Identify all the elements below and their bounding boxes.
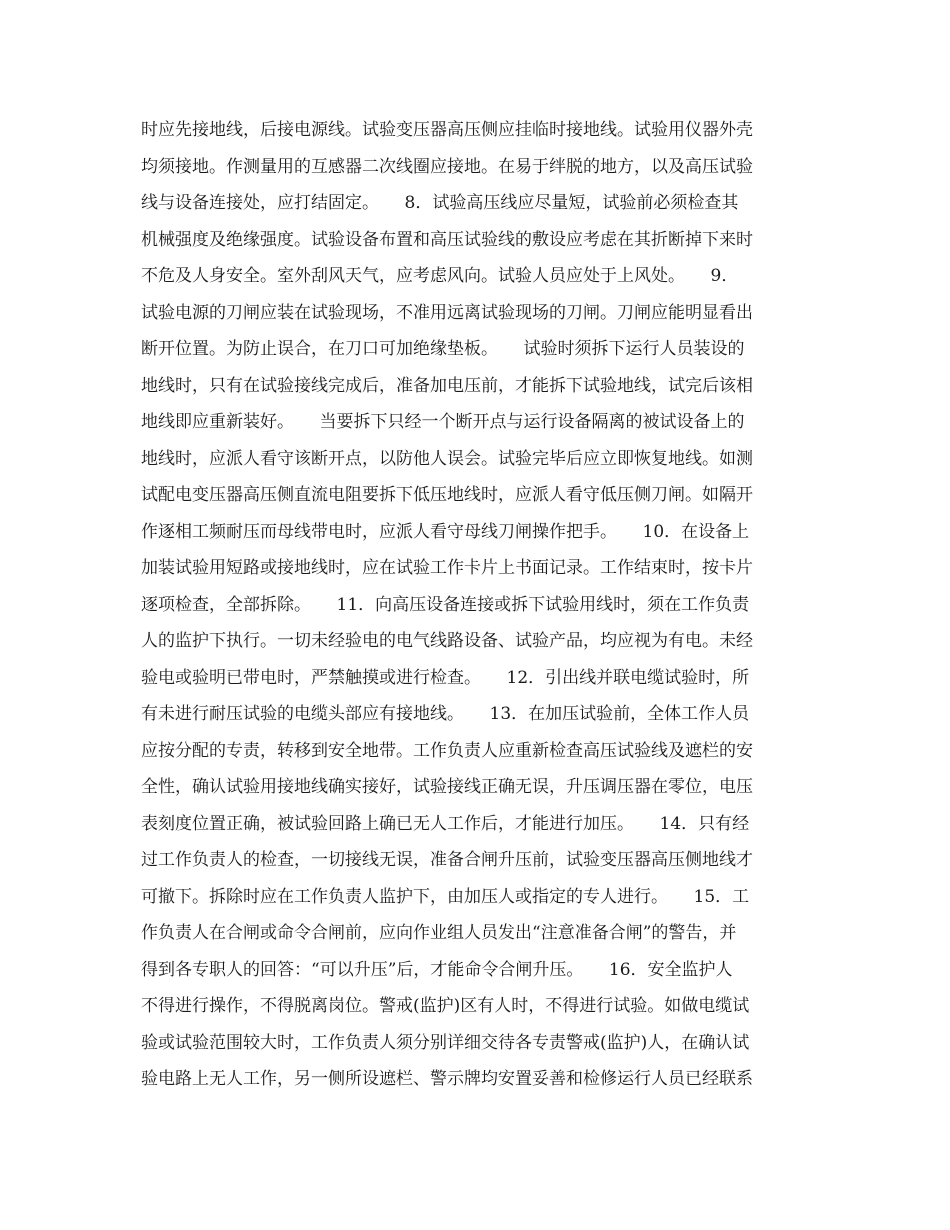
text-line: 逐项检查，全部拆除。 11．向高压设备连接或拆下试验用线时，须在工作负责 xyxy=(141,594,750,615)
text-line: 均须接地。作测量用的互感器二次线圈应接地。在易于绊脱的地方，以及高压试验 xyxy=(141,156,753,177)
text-line: 得到各专职人的回答：“可以升压”后，才能命令合闸升压。 16．安全监护人 xyxy=(141,959,733,980)
text-line: 加装试验用短路或接地线时，应在试验工作卡片上书面记录。工作结束时，按卡片 xyxy=(141,558,753,578)
text-line: 验电或验明已带电时，严禁触摸或进行检查。 12．引出线并联电缆试验时，所 xyxy=(141,667,750,688)
text-line: 人的监护下执行。一切未经验电的电气线路设备、试验产品，均应视为有电。未经 xyxy=(141,631,753,651)
text-line: 试验电源的刀闸应装在试验现场，不准用远离试验现场的刀闸。刀闸应能明显看出 xyxy=(141,302,753,323)
text-line: 验或试验范围较大时，工作负责人须分别详细交待各专责警戒(监护)人，在确认试 xyxy=(141,1032,750,1053)
text-line: 作负责人在合闸或命令合闸前，应向作业组人员发出“注意准备合闸”的警告，并 xyxy=(141,923,737,943)
text-line: 线与设备连接处，应打结固定。 8．试验高压线应尽量短，试验前必须检查其 xyxy=(141,193,739,213)
text-line: 全性，确认试验用接地线确实接好，试验接线正确无误，升压调压器在零位，电压 xyxy=(141,777,753,797)
body-text xyxy=(141,112,821,1098)
text-line: 应按分配的专责，转移到安全地带。工作负责人应重新检查高压试验线及遮栏的安 xyxy=(141,740,753,761)
text-line: 时应先接地线，后接电源线。试验变压器高压侧应挂临时接地线。试验用仪器外壳 xyxy=(141,120,753,140)
text-line: 地线时，只有在试验接线完成后，准备加电压前，才能拆下试验地线，试完后该相 xyxy=(141,375,753,396)
text-line: 验电路上无人工作，另一侧所设遮栏、警示牌均安置妥善和检修运行人员已经联系 xyxy=(141,1069,753,1089)
text-line: 机械强度及绝缘强度。试验设备布置和高压试验线的敷设应考虑在其折断掉下来时 xyxy=(141,229,753,250)
text-line: 表刻度位置正确，被试验回路上确已无人工作后，才能进行加压。 14．只有经 xyxy=(141,813,750,834)
text-line: 地线即应重新装好。 当要拆下只经一个断开点与运行设备隔离的被试设备上的 xyxy=(141,412,745,432)
text-line: 地线时，应派人看守该断开点，以防他人误会。试验完毕后应立即恢复地线。如测 xyxy=(141,448,753,469)
text-line: 不危及人身安全。室外刮风天气，应考虑风向。试验人员应处于上风处。 9． xyxy=(141,266,739,286)
text-line: 过工作负责人的检查，一切接线无误，准备合闸升压前，试验变压器高压侧地线才 xyxy=(141,850,753,870)
text-line: 有未进行耐压试验的电缆头部应有接地线。 13．在加压试验前，全体工作人员 xyxy=(141,704,750,724)
text-line: 可撤下。拆除时应在工作负责人监护下，由加压人或指定的专人进行。 15．工 xyxy=(141,886,750,907)
text-line: 不得进行操作，不得脱离岗位。警戒(监护)区有人时，不得进行试验。如做电缆试 xyxy=(141,996,750,1016)
text-line: 试配电变压器高压侧直流电阻要拆下低压地线时，应派人看守低压侧刀闸。如隔开 xyxy=(141,485,753,505)
text-line: 作逐相工频耐压而母线带电时，应派人看守母线刀闸操作把手。 10．在设备上 xyxy=(141,521,750,542)
text-line: 断开位置。为防止误合，在刀口可加绝缘垫板。 试验时须拆下运行人员装设的 xyxy=(141,339,745,359)
